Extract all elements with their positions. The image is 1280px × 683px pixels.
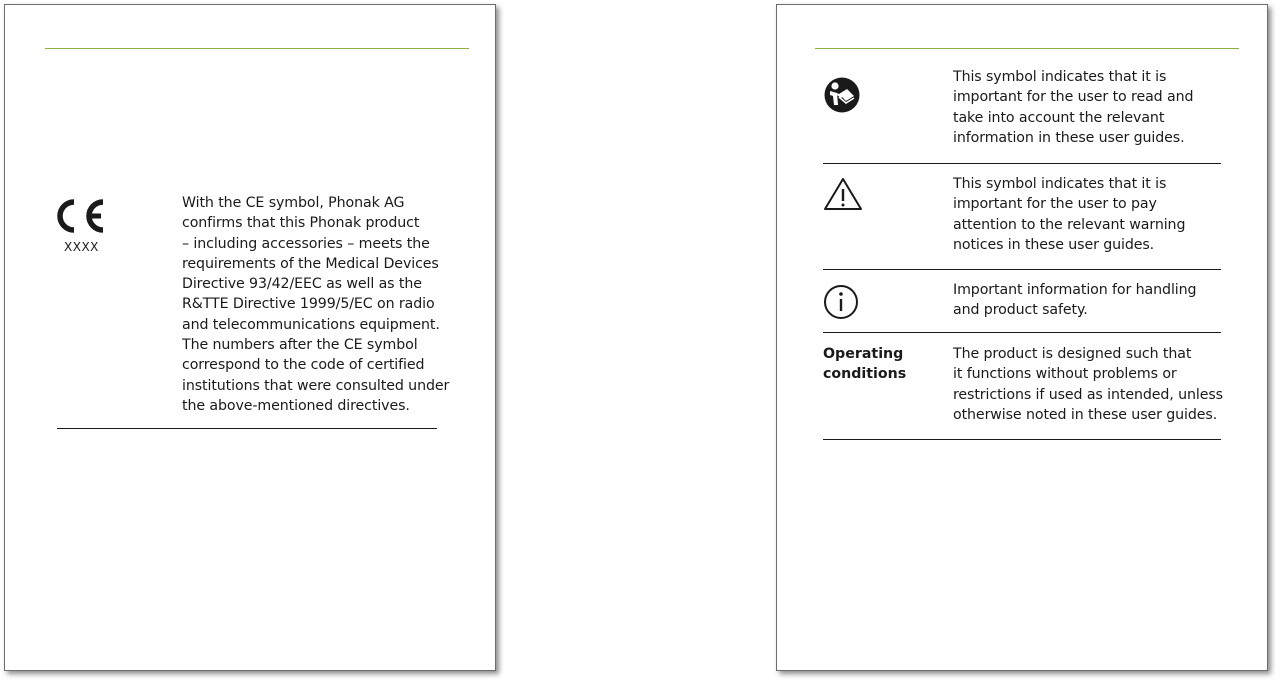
header-rule [45,48,469,49]
symbol-row-operating-conditions [823,333,1221,440]
ce-description [182,193,449,416]
symbol-description [953,174,1185,255]
label-line: Operating [823,346,904,362]
description-line: and product safety. [953,302,1088,319]
description-line: it functions without problems or [953,366,1177,383]
ce-description-line: institutions that were consulted under [182,377,450,394]
operating-conditions-label [823,344,906,385]
ce-notified-body-code: XXXX [64,240,99,254]
ce-description-line: correspond to the code of certified [182,357,425,374]
symbol-row-read-manual [823,67,1221,164]
ce-description-line: confirms that this Phonak product [182,215,420,232]
symbol-row-info [823,270,1221,333]
left-page [4,4,496,671]
description-line: Important information for handling [953,282,1197,298]
section-divider [57,428,437,429]
description-line: attention to the relevant warning [953,216,1186,233]
ce-description-line: With the CE symbol, Phonak AG [182,195,405,211]
ce-description-line: and telecommunications equipment. [182,316,440,333]
description-line: notices in these user guides. [953,236,1155,253]
description-line: This symbol indicates that it is [953,69,1167,85]
right-page [776,4,1268,671]
ce-description-line: The numbers after the CE symbol [182,337,418,354]
description-line: important for the user to pay [953,196,1157,213]
ce-description-line: the above-mentioned directives. [182,397,410,414]
ce-description-line: R&TTE Directive 1999/5/EC on radio [182,296,435,313]
symbol-row-warning [823,164,1221,270]
description-line: This symbol indicates that it is [953,176,1167,192]
description-line: restrictions if used as intended, unless [953,386,1223,403]
info-circle-icon [823,284,859,320]
label-line: conditions [823,366,907,383]
ce-description-line: requirements of the Medical Devices [182,255,439,272]
header-rule [815,48,1239,49]
description-line: important for the user to read and [953,89,1194,106]
description-line: otherwise noted in these user guides. [953,406,1218,423]
description-line: information in these user guides. [953,129,1185,146]
ce-mark-icon [55,198,107,234]
description-line: The product is designed such that [953,346,1192,362]
description-line: take into account the relevant [953,109,1165,126]
symbol-description [953,67,1193,148]
symbol-description [953,280,1196,321]
symbol-description [953,344,1223,425]
warning-triangle-icon [823,176,863,212]
read-manual-icon [823,76,861,114]
ce-description-line: – including accessories – meets the [182,235,430,252]
ce-description-line: Directive 93/42/EEC as well as the [182,276,422,293]
